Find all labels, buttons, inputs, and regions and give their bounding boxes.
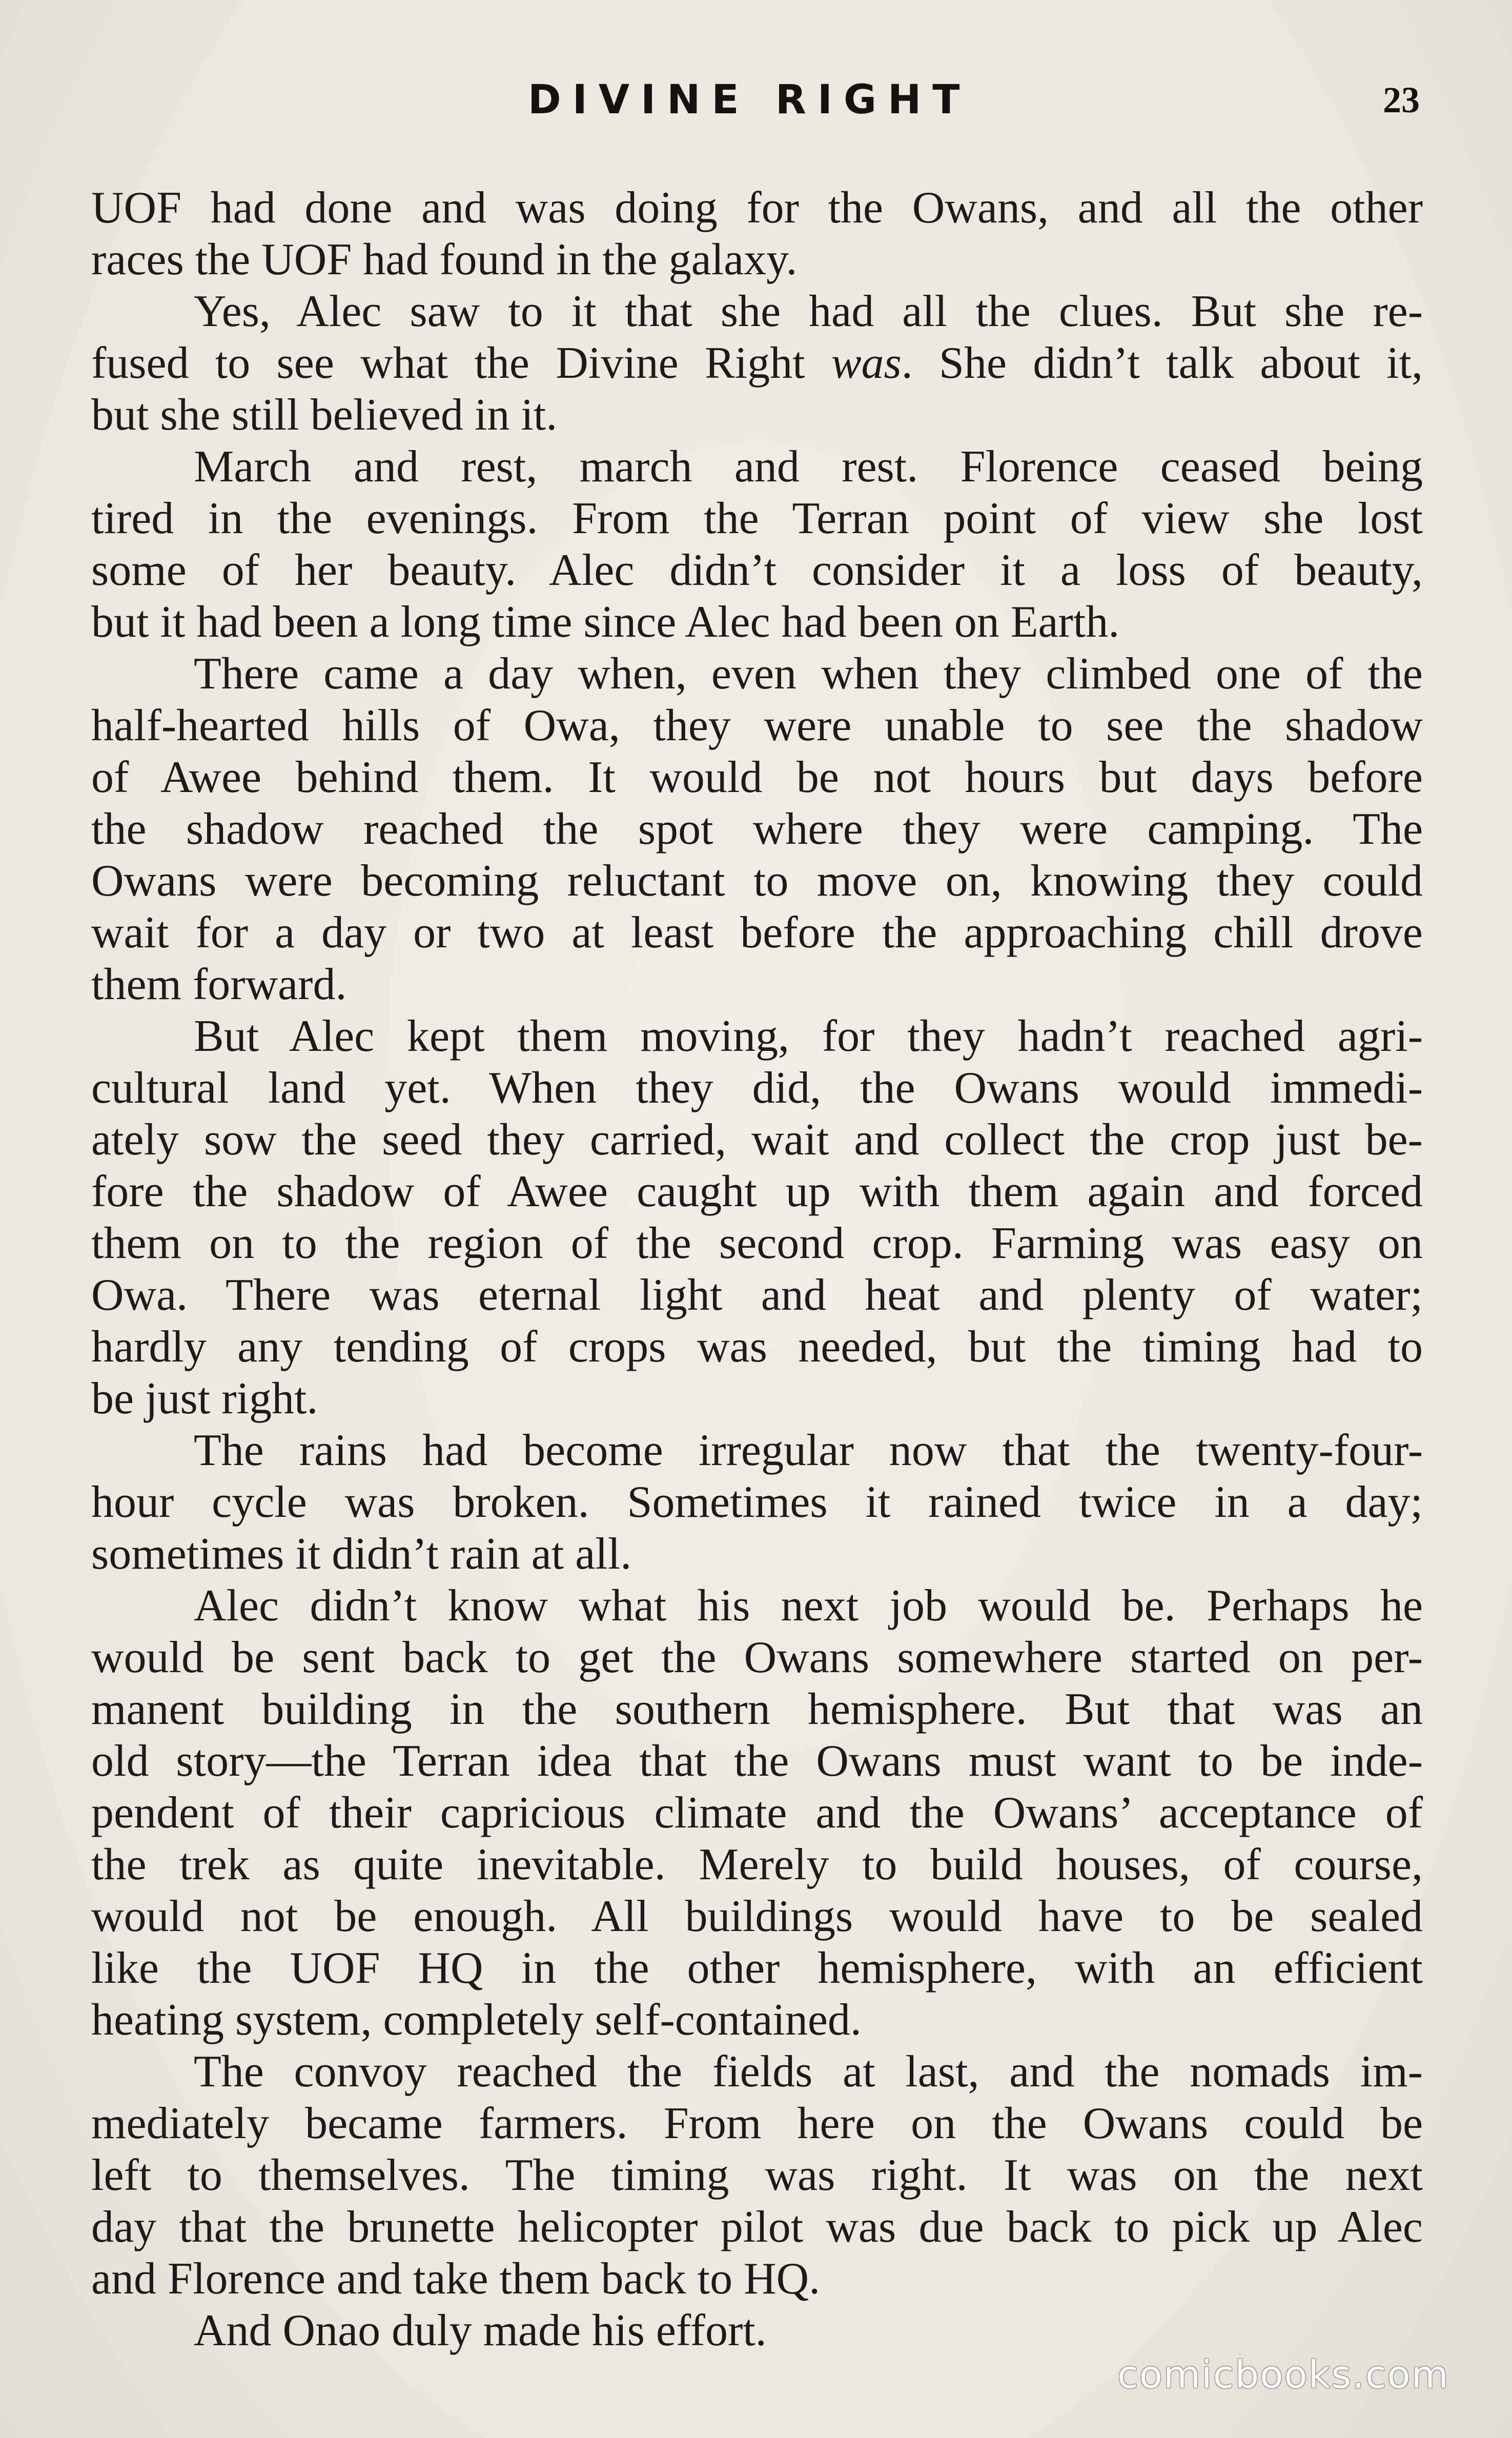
body-text xyxy=(91,182,1423,2356)
text-line: heating system, completely self-contained. xyxy=(91,1995,862,2045)
text-line: but she still believed in it. xyxy=(91,390,558,440)
text-line: wait for a day or two at least before the approaching chill drove xyxy=(91,908,1423,958)
text-line: The rains had become irregular now that the twenty-four- xyxy=(194,1426,1423,1475)
text-line: would not be enough. All buildings would have to be sealed xyxy=(91,1892,1423,1941)
text-line: And Onao duly made his effort. xyxy=(194,2306,767,2355)
text-line: But Alec kept them moving, for they hadn’t reached agri- xyxy=(194,1011,1423,1061)
text-line: mediately became farmers. From here on the Owans could be xyxy=(91,2099,1423,2148)
text-line: The convoy reached the fields at last, and the nomads im- xyxy=(194,2047,1423,2097)
text-line: like the UOF HQ in the other hemisphere, with an efficient xyxy=(91,1943,1423,1993)
running-head xyxy=(0,72,1512,128)
text-line: them forward. xyxy=(91,960,347,1009)
text-line: fused to see what the Divine Right was. She didn’t talk about it, xyxy=(91,338,1423,388)
text-line: hour cycle was broken. Sometimes it rained twice in a day; xyxy=(91,1477,1423,1527)
page-number: 23 xyxy=(1383,79,1420,120)
text-line: UOF had done and was doing for the Owans, and all the other xyxy=(91,183,1423,233)
text-line: tired in the evenings. From the Terran point of view she lost xyxy=(91,494,1423,543)
text-line: be just right. xyxy=(91,1374,318,1424)
text-line: fore the shadow of Awee caught up with them again and forced xyxy=(91,1167,1423,1216)
text-line: left to themselves. The timing was right. It was on the next xyxy=(91,2150,1423,2200)
text-line: Owans were becoming reluctant to move on, knowing they could xyxy=(91,856,1423,906)
text-line: sometimes it didn’t rain at all. xyxy=(91,1529,632,1579)
text-line: pendent of their capricious climate and the Owans’ acceptance of xyxy=(91,1788,1423,1838)
text-line: and Florence and take them back to HQ. xyxy=(91,2254,821,2304)
text-line: the shadow reached the spot where they were camping. The xyxy=(91,804,1423,854)
text-line: them on to the region of the second crop. Farming was easy on xyxy=(91,1218,1423,1268)
text-line: the trek as quite inevitable. Merely to build houses, of course, xyxy=(91,1840,1423,1890)
text-line: day that the brunette helicopter pilot was due back to pick up Alec xyxy=(91,2202,1423,2252)
text-line: manent building in the southern hemisphere. But that was an xyxy=(91,1684,1423,1734)
text-line: Alec didn’t know what his next job would be. Perhaps he xyxy=(194,1581,1423,1631)
text-line: Owa. There was eternal light and heat and plenty of water; xyxy=(91,1270,1423,1320)
watermark: comicbooks.com xyxy=(1117,2353,1449,2397)
text-line: half-hearted hills of Owa, they were unable to see the shadow xyxy=(91,701,1423,750)
text-line: March and rest, march and rest. Florence ceased being xyxy=(194,442,1423,492)
text-line: but it had been a long time since Alec had been on Earth. xyxy=(91,597,1120,647)
text-line: hardly any tending of crops was needed, but the timing had to xyxy=(91,1322,1423,1372)
running-title: DIVINE RIGHT xyxy=(528,77,971,123)
text-line: Yes, Alec saw to it that she had all the clues. But she re- xyxy=(194,287,1423,336)
text-line: would be sent back to get the Owans somewhere started on per- xyxy=(91,1633,1423,1682)
emphasis: was xyxy=(831,338,902,388)
text-line: races the UOF had found in the galaxy. xyxy=(91,235,798,285)
text-line: cultural land yet. When they did, the Owans would immedi- xyxy=(91,1063,1423,1113)
text-line: of Awee behind them. It would be not hours but days before xyxy=(91,753,1423,802)
text-line: There came a day when, even when they climbed one of the xyxy=(194,649,1423,699)
text-line: ately sow the seed they carried, wait and collect the crop just be- xyxy=(91,1115,1423,1165)
text-line: some of her beauty. Alec didn’t consider it a loss of beauty, xyxy=(91,545,1423,595)
text-line: old story—the Terran idea that the Owans must want to be inde- xyxy=(91,1736,1423,1786)
